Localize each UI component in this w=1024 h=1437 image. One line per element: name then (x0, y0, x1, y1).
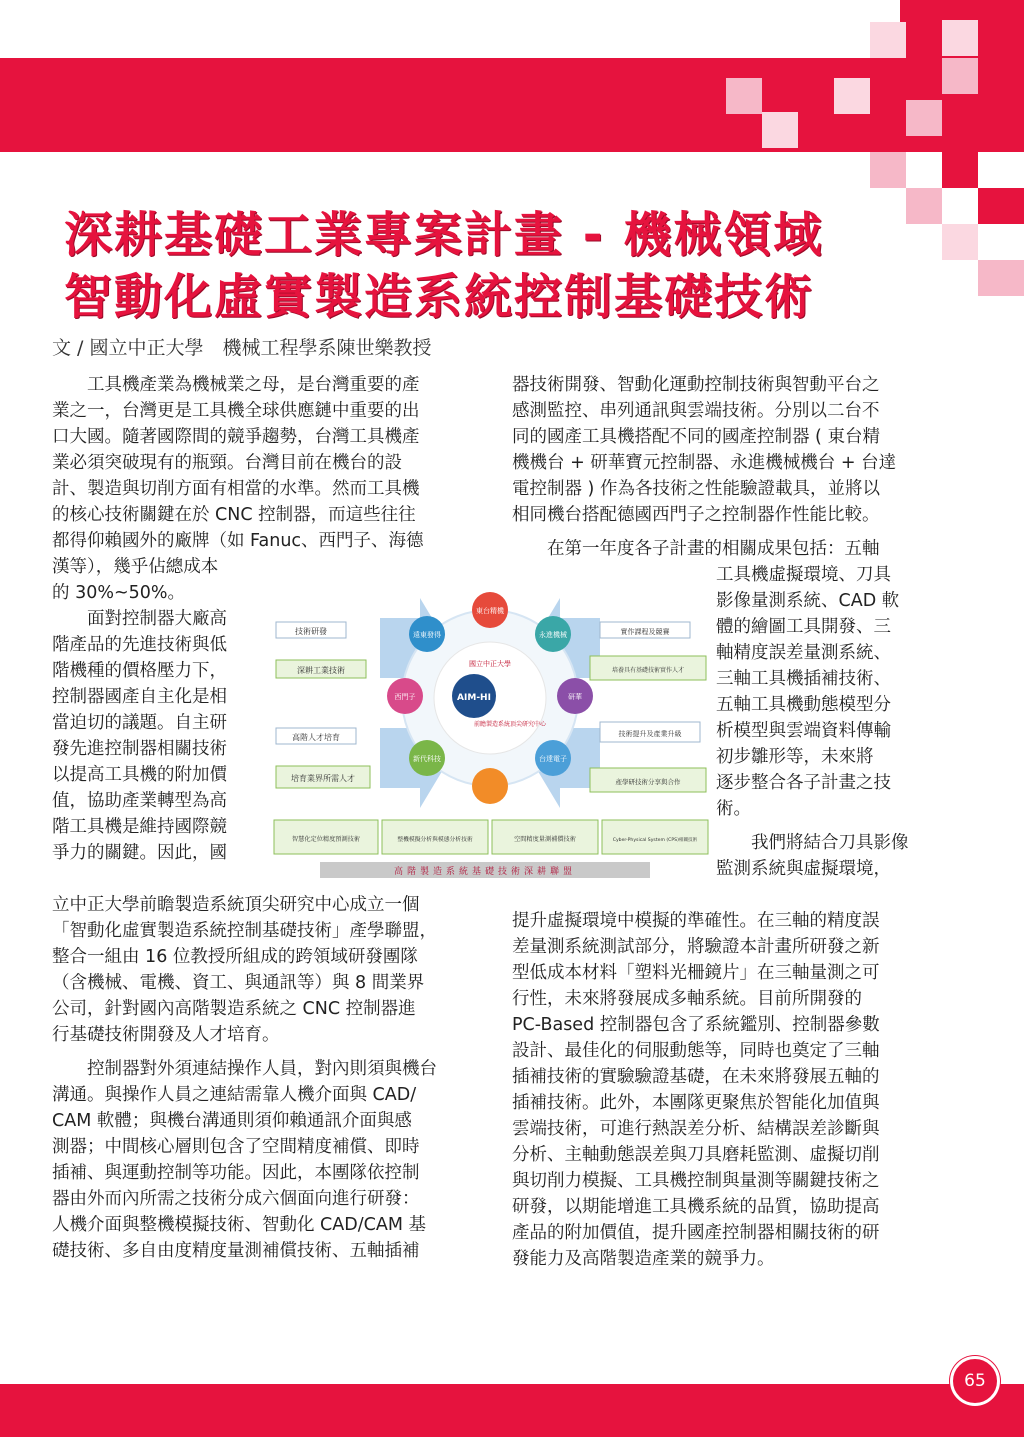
diagram-label: 技術提升及產業升級 (618, 730, 682, 738)
diagram-label: 培養具有基礎技術實作人才 (611, 667, 685, 674)
paragraph-line: 漢等），幾乎佔總成本 (52, 557, 219, 577)
paragraph-line: （含機械、電機、資工、與通訊等）與 8 間業界 (52, 973, 425, 993)
alliance-diagram (270, 588, 710, 884)
paragraph-line: 五軸工具機動態模型分 (716, 695, 891, 715)
paragraph-line: 研發，以期能增進工具機系統的品質，協助提高 (512, 1197, 880, 1217)
header-white-area (0, 0, 900, 58)
diagram-label: 智慧化定位精度預測技術 (291, 836, 361, 843)
partner-name: 遠東發得 (413, 631, 441, 639)
paragraph-line: 人機介面與整機模擬技術、智動化 CAD/CAM 基 (52, 1215, 426, 1235)
paragraph-line: 插補、與運動控制等功能。因此，本團隊依控制 (52, 1163, 420, 1183)
paragraph-line: 逐步整合各子計畫之技 (716, 773, 891, 793)
paragraph-line: 階機種的價格壓力下， (52, 661, 227, 681)
diagram-label: 高階人才培育 (292, 733, 340, 742)
paragraph-line: 監測系統與虛擬環境， (716, 859, 891, 879)
paragraph-line: 口大國。隨著國際間的競爭趨勢，台灣工具機產 (52, 427, 420, 447)
label-box (602, 820, 708, 854)
diagram-label: 技術研發 (295, 627, 327, 636)
partner-name: 新代科技 (413, 755, 441, 763)
paragraph-line: 影像量測系統、CAD 軟 (716, 591, 900, 611)
paragraph-line: 感測監控、串列通訊與雲端技術。分別以二台不 (512, 401, 880, 421)
page-title-line1: 深耕基礎工業專案計畫 - 機械領域 (64, 207, 824, 263)
paragraph-line: 器技術開發、智動化運動控制技術與智動平台之 (512, 375, 880, 395)
aim-hi-label: AIM-HI (457, 693, 491, 703)
paragraph-line: 電控制器 ) 作為各技術之性能驗證載具，並將以 (512, 479, 880, 499)
paragraph-line: 都得仰賴國外的廠牌（如 Fanuc、西門子、海德 (52, 531, 424, 551)
paragraph-line: 「智動化虛實製造系統控制基礎技術」產學聯盟， (52, 921, 437, 941)
paragraph-line: PC-Based 控制器包含了系統鑑別、控制器參數 (512, 1015, 880, 1035)
center-research-label: 前瞻製造系統頂尖研究中心 (473, 721, 547, 728)
diagram-label: 整機模擬分析與模態分析技術 (397, 837, 473, 843)
paragraph-line: 值，協助產業轉型為高 (52, 791, 227, 811)
alliance-banner-text: 高階製造系統基礎技術深耕聯盟 (393, 867, 577, 877)
paragraph-line: 發能力及高階製造產業的競爭力。 (512, 1249, 775, 1269)
partner-name: 研華 (568, 693, 582, 701)
paragraph-line: 的 30%~50%。 (52, 583, 186, 603)
paragraph-line: 的核心技術關鍵在於 CNC 控制器，而這些往往 (52, 505, 416, 525)
diagram-label: 培育業界所需人才 (291, 774, 355, 783)
paragraph-line: 當迫切的議題。自主研 (52, 713, 227, 733)
page-number: 65 (950, 1356, 1000, 1406)
paragraph-line: 業必須突破現有的瓶頸。台灣目前在機台的設 (52, 453, 402, 473)
partner-name: 西門子 (394, 693, 416, 701)
partner-name: 台達電子 (539, 755, 567, 763)
author-byline: 文 / 國立中正大學 機械工程學系陳世樂教授 (52, 337, 432, 359)
paragraph-line: 差量測系統測試部分，將驗證本計畫所研發之新 (512, 937, 880, 957)
paragraph-line: 器由外而內所需之技術分成六個面向進行研發： (52, 1189, 420, 1209)
paragraph-line: 雲端技術，可進行熱誤差分析、結構誤差診斷與 (512, 1119, 880, 1139)
paragraph-line: 提升虛擬環境中模擬的準確性。在三軸的精度誤 (512, 911, 880, 931)
paragraph-line: CAM 軟體；與機台溝通則須仰賴通訊介面與感 (52, 1111, 412, 1131)
paragraph-line: 產品的附加價值，提升國產控制器相關技術的研 (512, 1223, 880, 1243)
paragraph-line: 階工具機是維持國際競 (52, 817, 227, 837)
paragraph-line: 工具機產業為機械業之母，是台灣重要的產 (52, 375, 420, 395)
paragraph-line: 與切削力模擬、工具機控制與量測等關鍵技術之 (512, 1171, 880, 1191)
paragraph-line: 同的國產工具機搭配不同的國產控制器 ( 東台精 (512, 427, 880, 447)
paragraph-line: 工具機虛擬環境、刀具 (716, 565, 891, 585)
paragraph-line: 型低成本材料「塑料光柵鏡片」在三軸量測之可 (512, 963, 880, 983)
paragraph-line: 階產品的先進技術與低 (52, 635, 227, 655)
paragraph-line: 面對控制器大廠高 (52, 609, 227, 629)
diagram-label: 實作課程及競賽 (620, 628, 670, 636)
paragraph-line: 機機台 + 研華寶元控制器、永進機械機台 + 台達 (512, 453, 897, 473)
paragraph-line: 立中正大學前瞻製造系統頂尖研究中心成立一個 (52, 895, 420, 915)
page-title-line2: 智動化虛實製造系統控制基礎技術 (64, 269, 815, 325)
diagram-label: 深耕工業技術 (297, 666, 345, 675)
paragraph-line: 插補技術的實驗驗證基礎，在未來將發展五軸的 (512, 1067, 880, 1087)
paragraph-line: 行基礎技術開發及人才培育。 (52, 1025, 280, 1045)
paragraph-line: 溝通。與操作人員之連結需靠人機介面與 CAD/ (52, 1085, 417, 1105)
paragraph-line: 爭力的關鍵。因此，國 (52, 843, 227, 863)
partner-name: 東台精機 (476, 607, 504, 615)
paragraph-line: 測器；中間核心層則包含了空間精度補償、即時 (52, 1137, 420, 1157)
paragraph-line: 設計、最佳化的伺服動態等，同時也奠定了三軸 (512, 1041, 880, 1061)
paragraph-line: 術。 (716, 799, 751, 819)
paragraph-line: 發先進控制器相關技術 (52, 739, 227, 759)
paragraph-line: 初步雛形等，未來將 (716, 747, 874, 767)
paragraph-line: 計、製造與切削方面有相當的水準。然而工具機 (52, 479, 420, 499)
paragraph-line: 體的繪圖工具開發、三 (716, 617, 891, 637)
paragraph-line: 析模型與雲端資料傳輸 (716, 721, 891, 741)
paragraph-line: 行性，未來將發展成多軸系統。目前所開發的 (512, 989, 862, 1009)
diagram-label: Cyber-Physical System (CPS)相關技術 (612, 838, 698, 843)
diagram-label: 空間精度量測補償技術 (514, 836, 576, 843)
paragraph-line: 以提高工具機的附加價 (52, 765, 227, 785)
paragraph-line: 整合一組由 16 位教授所組成的跨領域研發團隊 (52, 947, 418, 967)
paragraph-line: 控制器國產自主化是相 (52, 687, 227, 707)
paragraph-line: 在第一年度各子計畫的相關成果包括：五軸 (512, 539, 880, 559)
paragraph-line: 業之一，台灣更是工具機全球供應鏈中重要的出 (52, 401, 420, 421)
partner-name: 永進機械 (539, 631, 567, 639)
paragraph-line: 公司，針對國內高階製造系統之 CNC 控制器進 (52, 999, 416, 1019)
footer-band (0, 1384, 1024, 1437)
paragraph-line: 分析、主軸動態誤差與刀具磨耗監測、虛擬切削 (512, 1145, 880, 1165)
partner-circle (472, 768, 508, 804)
paragraph-line: 我們將結合刀具影像 (716, 833, 909, 853)
paragraph-line: 軸精度誤差量測系統、 (716, 643, 891, 663)
paragraph-line: 礎技術、多自由度精度量測補償技術、五軸插補 (52, 1241, 420, 1261)
diagram-label: 產學研技術分享與合作 (615, 778, 681, 786)
paragraph-line: 相同機台搭配德國西門子之控制器作性能比較。 (512, 505, 880, 525)
center-university: 國立中正大學 (469, 660, 511, 668)
paragraph-line: 控制器對外須連結操作人員，對內則須與機台 (52, 1059, 437, 1079)
paragraph-line: 三軸工具機插補技術、 (716, 669, 891, 689)
paragraph-line: 插補技術。此外，本團隊更聚焦於智能化加值與 (512, 1093, 880, 1113)
